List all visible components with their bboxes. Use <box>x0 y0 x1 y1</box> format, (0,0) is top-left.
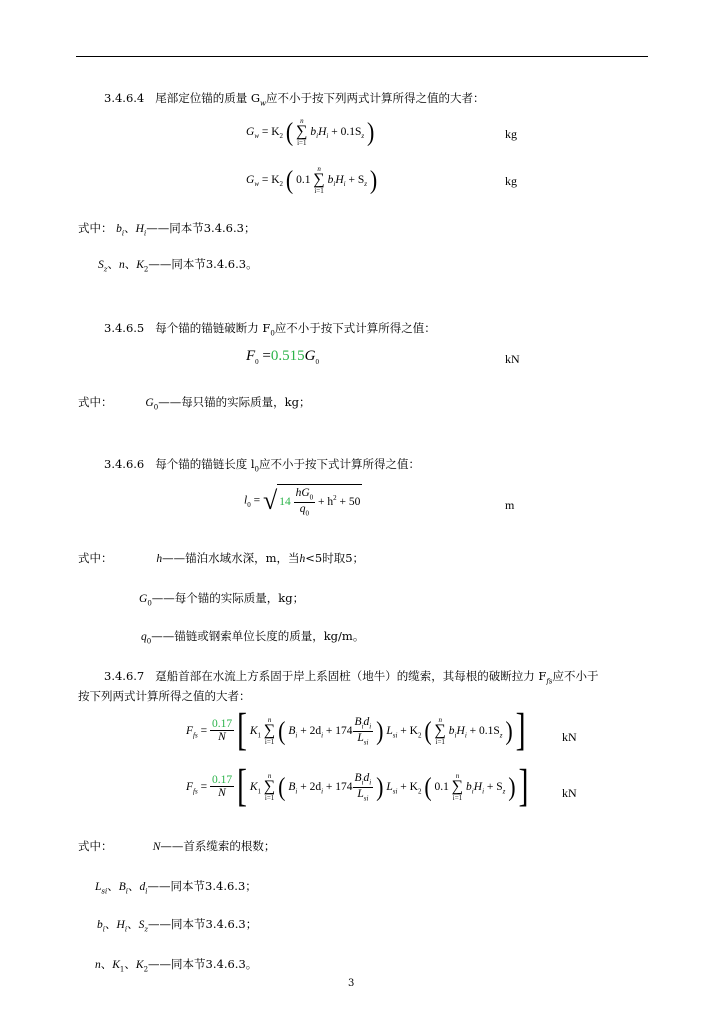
sub: i <box>102 925 105 934</box>
tail-term: + 0.1S <box>331 125 362 138</box>
sub: 2 <box>143 265 149 274</box>
sub: 1 <box>257 787 261 796</box>
left-paren: ( <box>278 771 286 802</box>
formula-gw-1 <box>246 118 374 147</box>
fraction <box>210 774 234 801</box>
formula-gw-2 <box>246 166 377 195</box>
sub: i <box>326 132 329 141</box>
term-b: B <box>288 780 296 793</box>
var: K <box>135 959 144 971</box>
sub: 0 <box>305 509 310 518</box>
denominator: N <box>218 731 226 744</box>
sub: 1 <box>119 965 125 974</box>
sub: 0 <box>147 599 152 608</box>
right-paren: ) <box>376 771 384 802</box>
sub: i <box>361 778 364 787</box>
sub: i <box>369 722 372 731</box>
section-3467-line-1 <box>104 668 599 685</box>
right-bracket: ] <box>515 705 526 756</box>
section-number: 3.4.6.5 <box>104 321 145 335</box>
left-paren: ( <box>285 164 294 195</box>
term-b: b <box>448 724 455 737</box>
sub: 2 <box>143 965 149 974</box>
sum-bottom: i=1 <box>297 139 307 148</box>
tail-term: + S <box>486 780 503 793</box>
term-b: b <box>310 125 317 138</box>
lhs: F <box>186 780 194 793</box>
sum-top: n <box>267 772 272 781</box>
sub: w <box>260 99 267 108</box>
denominator: L <box>357 731 364 744</box>
fraction <box>353 772 374 803</box>
term-b: B <box>288 724 296 737</box>
separator: 、 <box>100 957 113 971</box>
coefficient-highlighted: 0.17 <box>211 717 233 730</box>
left-bracket: [ <box>236 761 247 812</box>
where-block-3-line-3 <box>141 628 364 645</box>
var: B <box>118 881 126 893</box>
separator: 、 <box>128 879 140 893</box>
term-h: H <box>318 125 327 138</box>
sum-bottom: i=1 <box>314 187 324 196</box>
tail-term: + S <box>348 173 365 186</box>
denominator: L <box>357 787 364 800</box>
section-number: 3.4.6.4 <box>104 91 145 105</box>
denominator: N <box>218 787 226 800</box>
sub: i <box>295 787 298 796</box>
separator: 、 <box>107 257 119 271</box>
sum-operator: n ∑ i=1 <box>296 117 308 148</box>
section-number: 3.4.6.7 <box>104 669 145 683</box>
sub: i <box>369 778 372 787</box>
description: ——首系缆索的根数； <box>160 839 276 853</box>
separator: 、 <box>105 917 117 931</box>
sum-operator: n ∑ i=1 <box>263 716 276 747</box>
term-h: H <box>456 724 465 737</box>
header-rule <box>76 56 648 57</box>
sum-top: n <box>317 165 321 173</box>
description: ——同本节3.4.6.3； <box>146 221 256 235</box>
sub: 0 <box>146 637 152 646</box>
sub: 1 <box>257 731 261 740</box>
coefficient: 0.1 <box>434 780 449 793</box>
page-number: 3 <box>348 978 355 989</box>
description: <5时取5； <box>305 551 365 565</box>
section-text-2: 应不小于 <box>552 669 599 683</box>
where-block-4-line-4 <box>95 956 257 973</box>
k1: K <box>249 724 258 737</box>
sub: si <box>392 787 398 796</box>
coefficient-highlighted: 0.17 <box>211 773 233 786</box>
sum-bottom: i=1 <box>264 794 275 803</box>
sub: fs <box>193 731 198 740</box>
sum-top: n <box>438 716 442 725</box>
sum-operator: n ∑ i=1 <box>313 165 325 196</box>
square-root: √ 14 $\frac{hG_0}{q_0}$ + $h^2 + 50$ <box>262 485 361 518</box>
sub: 2 <box>417 731 422 740</box>
sub: si <box>363 794 369 803</box>
fraction <box>294 487 316 518</box>
section-text-2: 应不小于按下式计算所得之值： <box>259 457 421 471</box>
sub: z <box>364 180 367 189</box>
var: H <box>135 223 144 235</box>
sub: i <box>321 731 324 740</box>
denominator: q <box>299 502 306 515</box>
section-text: 每个锚的锚链破断力 F <box>155 321 271 335</box>
sub: z <box>499 731 503 740</box>
section-text: 每个锚的锚链长度 l <box>155 457 255 471</box>
sum-top: n <box>455 772 460 781</box>
var: K <box>112 959 120 971</box>
description: ——同本节3.4.6.3。 <box>148 957 258 971</box>
var: S <box>138 919 145 931</box>
where-block-1-line-2 <box>98 256 258 273</box>
description: ——同本节3.4.6.3。 <box>148 257 258 271</box>
section-text-2: 应不小于按下列两式计算所得之值的大者： <box>266 91 485 105</box>
var: d <box>139 881 146 893</box>
term-b: b <box>327 173 334 186</box>
sub: i <box>121 229 125 238</box>
sub: si <box>392 731 398 740</box>
sub: i <box>343 180 346 189</box>
term-l: L <box>386 724 393 737</box>
sub: si <box>363 738 369 747</box>
section-text-2: 应不小于按下式计算所得之值： <box>274 321 436 335</box>
k1: K <box>249 780 258 793</box>
var: H <box>116 919 125 931</box>
k-sub: 2 <box>279 132 284 141</box>
numerator: B <box>354 772 362 784</box>
sub: i <box>124 925 128 934</box>
plus-174: + 174 <box>325 724 353 737</box>
coefficient-highlighted: 0.515 <box>270 348 305 364</box>
k2: + K <box>400 724 418 737</box>
sum-operator: n ∑ i=1 <box>434 716 446 747</box>
where-label: 式中： <box>78 395 113 409</box>
right-bracket: ] <box>518 761 529 812</box>
right-paren: ) <box>366 116 375 147</box>
sub: i <box>295 731 298 740</box>
unit-kg-1: kg <box>505 127 517 141</box>
right-paren: ) <box>369 164 378 195</box>
var: G <box>139 593 148 605</box>
var: L <box>95 881 102 893</box>
sub: z <box>103 265 108 274</box>
section-3465-heading <box>104 320 436 337</box>
unit-kn-2: kN <box>562 730 577 744</box>
plus-term: + h <box>318 495 334 508</box>
lhs: F <box>246 348 256 364</box>
sub: z <box>361 132 365 141</box>
term-h: H <box>335 173 344 186</box>
section-3464-heading <box>104 90 485 107</box>
sub: i <box>464 731 467 740</box>
where-label: 式中： <box>78 551 113 565</box>
term-l: L <box>386 780 393 793</box>
unit-m: m <box>505 498 515 512</box>
sub: 2 <box>417 787 422 796</box>
var: h <box>156 553 163 565</box>
var: h <box>299 553 306 565</box>
sub: i <box>454 731 457 740</box>
section-text: 趸船首部在水流上方系固于岸上系固桩（地牛）的缆索，其每根的破断拉力 F <box>155 669 547 683</box>
right-paren: ) <box>508 771 516 802</box>
where-label: 式中： <box>78 221 113 235</box>
sub: 0 <box>247 500 251 509</box>
sub: fs <box>193 787 198 796</box>
formula-f0 <box>246 348 319 366</box>
var: n <box>118 259 125 271</box>
right-paren: ) <box>376 715 384 746</box>
lhs: G <box>246 125 255 138</box>
formula-l0 <box>244 484 362 518</box>
sum-top: n <box>300 117 304 125</box>
sum-operator: n ∑ i=1 <box>263 772 276 803</box>
sub: 0 <box>153 403 159 412</box>
section-3466-heading <box>104 456 420 473</box>
numerator: B <box>354 716 362 728</box>
var: b <box>97 919 103 931</box>
sub: si <box>101 887 108 896</box>
plus-174: + 174 <box>325 780 353 793</box>
numerator: hG <box>295 487 310 499</box>
formula-ffs-2 <box>186 761 529 812</box>
lhs-sub: w <box>254 132 259 141</box>
fraction <box>210 718 234 745</box>
equals: = <box>253 494 261 507</box>
formula-ffs-1 <box>186 705 526 756</box>
description: ——锚泊水域水深，m，当 <box>162 551 300 565</box>
sub: 0 <box>255 358 259 366</box>
equals: = <box>262 348 271 364</box>
sub: z <box>144 925 149 934</box>
section-3467-line-2: 按下列两式计算所得之值的大者： <box>78 689 251 703</box>
separator: 、 <box>124 221 136 235</box>
fraction <box>353 716 374 747</box>
sub: 0 <box>315 358 319 366</box>
sub: i <box>471 787 474 796</box>
section-number: 3.4.6.6 <box>104 457 145 471</box>
sub: i <box>361 722 364 731</box>
var: b <box>116 223 122 235</box>
sub: 0 <box>254 465 260 474</box>
lhs: G <box>246 173 255 186</box>
tail-term: + 0.1S <box>469 724 500 737</box>
k2: + K <box>400 780 418 793</box>
eq-k: = K <box>261 173 280 186</box>
k-sub: 2 <box>279 180 284 189</box>
sum-bottom: i=1 <box>264 738 275 747</box>
sum-bottom: i=1 <box>452 794 463 803</box>
coefficient-highlighted: 14 <box>279 495 291 508</box>
section-text: 尾部定位锚的质量 G <box>155 91 261 105</box>
sub: fs <box>546 677 553 686</box>
lhs: l <box>244 494 248 507</box>
var: N <box>152 841 161 853</box>
plus-2d: + 2d <box>300 724 322 737</box>
var: n <box>95 959 101 971</box>
right-paren: ) <box>505 715 513 746</box>
description: ——同本节3.4.6.3； <box>147 879 257 893</box>
numerator-2: d <box>363 716 370 728</box>
left-paren: ( <box>424 771 432 802</box>
sub: i <box>145 887 148 896</box>
description: ——同本节3.4.6.3； <box>148 917 258 931</box>
eq-k: = K <box>261 125 280 138</box>
where-block-3-line-1 <box>78 550 364 566</box>
separator: 、 <box>107 879 119 893</box>
sub: 0 <box>270 329 275 338</box>
sup: 2 <box>333 494 337 503</box>
sub: i <box>333 180 336 189</box>
separator: 、 <box>127 917 139 931</box>
equals: = <box>200 780 208 793</box>
sum-bottom: i=1 <box>435 738 445 747</box>
lhs: F <box>186 724 194 737</box>
sum-top: n <box>267 716 272 725</box>
lhs-sub: w <box>254 180 259 189</box>
rhs: G <box>304 348 316 364</box>
sub: i <box>143 229 147 238</box>
sum-operator: n ∑ i=1 <box>451 772 464 803</box>
where-block-3-line-2 <box>139 590 304 607</box>
equals: = <box>200 724 208 737</box>
where-block-4-line-3 <box>97 916 257 933</box>
sub: i <box>321 787 324 796</box>
sub: i <box>125 887 129 896</box>
where-block-1-line-1 <box>78 220 255 237</box>
sub: i <box>482 787 485 796</box>
unit-kg-2: kg <box>505 174 517 188</box>
separator: 、 <box>124 257 137 271</box>
where-label: 式中： <box>78 839 113 853</box>
var: G <box>145 397 154 409</box>
tail-term: + 50 <box>339 495 361 508</box>
plus-2d: + 2d <box>300 780 322 793</box>
separator: 、 <box>124 957 136 971</box>
term-h: H <box>473 780 483 793</box>
var: S <box>98 259 104 271</box>
unit-kn-1: kN <box>505 352 520 366</box>
term-b: b <box>466 780 472 793</box>
left-paren: ( <box>285 116 294 147</box>
left-bracket: [ <box>236 705 247 756</box>
sub: 0 <box>309 493 314 502</box>
where-block-4-line-1 <box>78 838 275 854</box>
var: K <box>136 259 144 271</box>
var: q <box>141 631 147 643</box>
description: ——每只锚的实际质量，kg； <box>158 395 311 409</box>
description: ——每个锚的实际质量，kg； <box>151 591 305 605</box>
coefficient: 0.1 <box>296 173 311 186</box>
where-block-2 <box>78 394 311 411</box>
sub: i <box>316 132 319 141</box>
sub: z <box>502 787 506 796</box>
left-paren: ( <box>424 715 432 746</box>
unit-kn-3: kN <box>562 786 577 800</box>
description: ——锚链或钢索单位长度的质量，kg/m。 <box>151 629 365 643</box>
where-block-4-line-2 <box>95 878 257 895</box>
left-paren: ( <box>278 715 286 746</box>
numerator-2: d <box>363 772 370 784</box>
